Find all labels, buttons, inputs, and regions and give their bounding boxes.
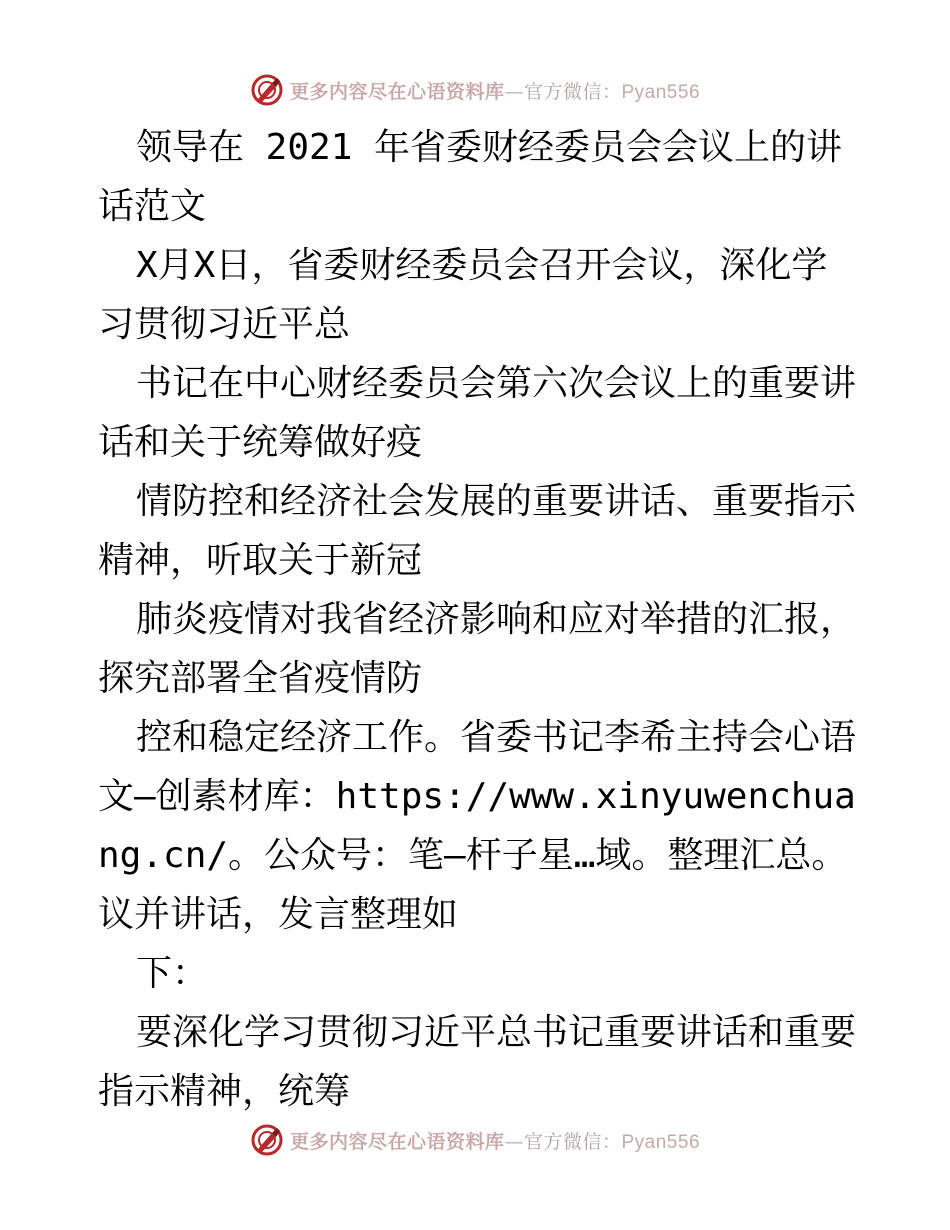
paragraph: 控和稳定经济工作。省委书记李希主持会心语文—创素材库：https://www.xinyuwenchuang.cn/。公众号：笔—杆子星…域。整理汇总。议并讲话，发言整理如 xyxy=(98,717,857,935)
footer-wechat-label: 官方微信： xyxy=(523,1130,622,1153)
paragraph-title: 领导在 2021 年省委财经委员会会议上的讲话范文 xyxy=(98,127,843,227)
footer-banner xyxy=(0,1120,950,1160)
paragraph: 下： xyxy=(136,953,209,994)
header-banner xyxy=(0,70,950,110)
document-body xyxy=(98,118,858,1121)
header-wechat-handle: Pyan556 xyxy=(621,81,701,103)
paragraph: X月X日，省委财经委员会召开会议，深化学习贯彻习近平总 xyxy=(98,245,828,345)
header-wechat-label: 官方微信： xyxy=(523,80,622,103)
footer-wechat-handle: Pyan556 xyxy=(621,1131,701,1153)
paragraph: 情防控和经济社会发展的重要讲话、重要指示精神，听取关于新冠 xyxy=(98,481,857,581)
footer-site-text: 更多内容尽在心语资料库 xyxy=(289,1130,505,1153)
pen-logo-icon xyxy=(250,73,284,107)
paragraph: 书记在中心财经委员会第六次会议上的重要讲话和关于统筹做好疫 xyxy=(98,363,857,463)
footer-banner-text xyxy=(290,1127,700,1154)
paragraph: 肺炎疫情对我省经济影响和应对举措的汇报，探究部署全省疫情防 xyxy=(98,599,857,699)
header-separator: — xyxy=(504,80,524,103)
header-banner-text xyxy=(290,77,700,104)
footer-separator: — xyxy=(504,1130,524,1153)
paragraph: 要深化学习贯彻习近平总书记重要讲话和重要指示精神，统筹 xyxy=(98,1012,857,1112)
pen-logo-icon xyxy=(250,1123,284,1157)
header-site-text: 更多内容尽在心语资料库 xyxy=(289,80,505,103)
